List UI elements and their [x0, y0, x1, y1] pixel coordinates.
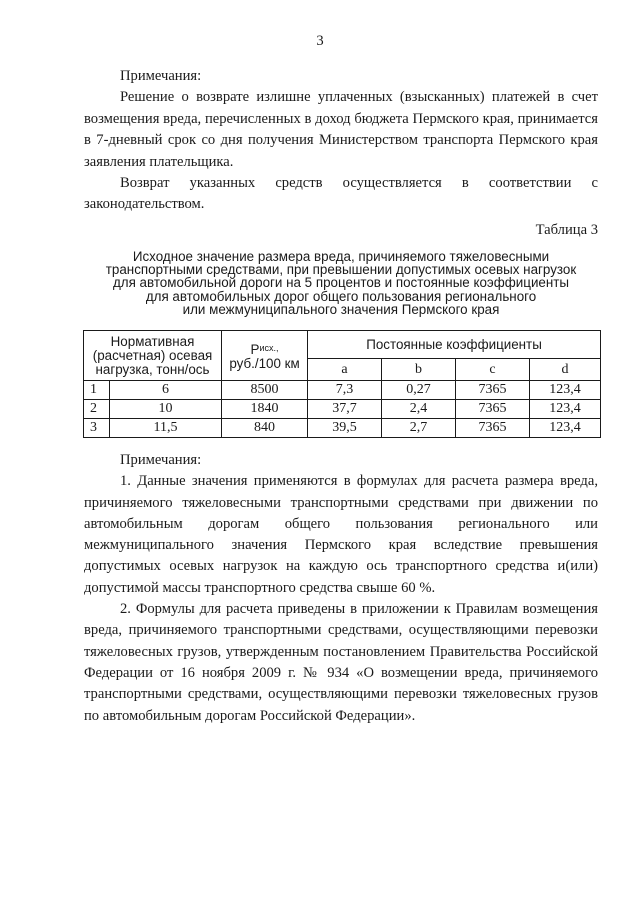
table-title-line: транспортными средствами, при превышении допустимых осевых нагрузок: [105, 262, 577, 278]
coef-d-header: d: [530, 359, 601, 381]
table-title: [84, 250, 598, 316]
initial-damage-symbol: [222, 341, 307, 357]
row-number: 3: [84, 419, 110, 438]
row-number: 1: [84, 381, 110, 400]
p-symbol: P: [250, 341, 260, 357]
header-line: Нормативная: [110, 333, 195, 349]
constant-coefficients-header: Постоянные коэффициенты: [308, 331, 601, 359]
table-number: Таблица 3: [535, 222, 598, 238]
axle-load-cell: 11,5: [110, 419, 222, 438]
coef-b-cell: 2,7: [382, 419, 456, 438]
table-title-line: Исходное значение размера вреда, причиняемого тяжеловесными: [132, 249, 550, 264]
table-title-line: или межмуниципального значения Пермского края: [182, 301, 500, 317]
table-row: [84, 381, 601, 400]
coef-d-cell: 123,4: [530, 400, 601, 419]
refund-procedure-paragraph: Возврат указанных средств осуществляется в соответствии с законодательством.: [84, 175, 598, 213]
table-title-line: для автомобильных дорог общего пользования регионального: [145, 288, 537, 304]
coef-b-cell: 0,27: [382, 381, 456, 400]
table-row: [84, 419, 601, 438]
initial-damage-cell: 8500: [222, 381, 308, 400]
refund-decision-paragraph: Решение о возврате излишне уплаченных (взысканных) платежей в счет возмещения вреда, перечисленных в доход бюджета Пермского края, принимается в 7-дневный срок со дня получения Министерством транспорта Пермского края заявления плательщика.: [84, 89, 598, 170]
formulas-reference-paragraph: 2. Формулы для расчета приведены в приложении к Правилам возмещения вреда, причиняемого транспортными средствами, осуществляющими перевозки тяжеловесных грузов, утвержденным постановлением Правительства Российской Федерации от 16 ноября 2009 г. № 934 «О возмещении вреда, причиняемого транспортными средствами, осуществляющими перевозки тяжеловесных грузов по автомобильным дорогам Российской Федерации».: [84, 601, 598, 724]
coef-c-cell: 7365: [456, 381, 530, 400]
notes-heading: Примечания:: [120, 68, 202, 84]
coef-d-cell: 123,4: [530, 419, 601, 438]
row-number: 2: [84, 400, 110, 419]
coef-b-header: b: [382, 359, 456, 381]
axle-load-cell: 10: [110, 400, 222, 419]
values-application-paragraph: 1. Данные значения применяются в формулах для расчета размера вреда, причиняемого тяжеловесными транспортными средствами при движении по автомобильным дорогам общего пользования регионального или межмуниципального значения Пермского края вследствие превышения допустимых осевых нагрузок на каждую ось транспортного средства и(или) допустимой массы транспортного средства свыше 60 %.: [84, 473, 598, 596]
initial-damage-cell: 1840: [222, 400, 308, 419]
coef-d-cell: 123,4: [530, 381, 601, 400]
axle-load-header: [84, 331, 222, 381]
coef-a-cell: 39,5: [308, 419, 382, 438]
coef-c-cell: 7365: [456, 419, 530, 438]
initial-damage-cell: 840: [222, 419, 308, 438]
notes-section-2: [84, 450, 598, 727]
p-subscript: исх.,: [259, 342, 279, 353]
header-line: нагрузка, тонн/ось: [95, 361, 210, 377]
coef-a-cell: 7,3: [308, 381, 382, 400]
table-row: [84, 400, 601, 419]
table-title-line: для автомобильной дороги на 5 процентов и постоянные коэффициенты: [112, 275, 570, 291]
coef-b-cell: 2,4: [382, 400, 456, 419]
coef-a-cell: 37,7: [308, 400, 382, 419]
page-number: 3: [316, 33, 324, 49]
header-line: (расчетная) осевая: [92, 347, 213, 363]
initial-damage-header: [222, 331, 308, 381]
coef-c-cell: 7365: [456, 400, 530, 419]
axle-load-cell: 6: [110, 381, 222, 400]
coef-c-header: c: [456, 359, 530, 381]
initial-damage-unit: руб./100 км: [229, 355, 300, 371]
notes-section-1: [84, 66, 598, 216]
coef-a-header: a: [308, 359, 382, 381]
damage-coefficients-table: [83, 330, 601, 438]
notes-heading: Примечания:: [120, 452, 202, 468]
